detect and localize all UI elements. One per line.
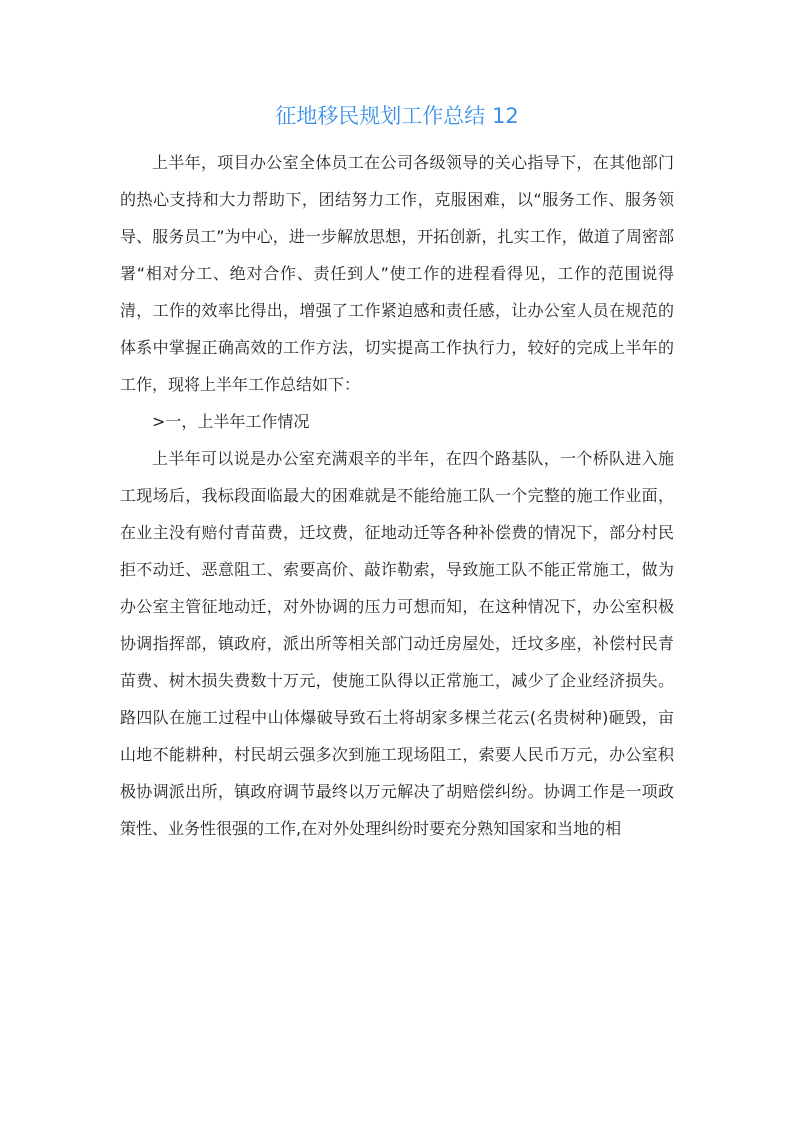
section-heading: >一，上半年工作情况 <box>152 412 310 431</box>
body-paragraph: 上半年可以说是办公室充满艰辛的半年，在四个路基队，一个桥队进入施工现场后，我标段面临最大的困难就是不能给施工队一个完整的施工作业面，在业主没有赔付青苗费，迁坟费，征地动迁等各种补偿费的情况下，部分村民拒不动迁、恶意阻工、索要高价、敲诈勒索，导致施工队不能正常施工，做为办公室主管征地动迁，对外协调的压力可想而知，在这种情况下，办公室积极协调指挥部，镇政府，派出所等相关部门动迁房屋处，迁坟多座，补偿村民青苗费、树木损失费数十万元，使施工队得以正常施工，减少了企业经济损失。路四队在施工过程中山体爆破导致石土将胡家多棵兰花云(名贵树种)砸毁，亩山地不能耕种，村民胡云强多次到施工现场阻工，索要人民币万元，办公室积极协调派出所，镇政府调节最终以万元解决了胡赔偿纠纷。协调工作是一项政策性、业务性很强的工作,在对外处理纠纷时要充分熟知国家和当地的相 <box>120 449 674 838</box>
document-title: 征地移民规划工作总结 12 <box>275 104 519 128</box>
intro-paragraph: 上半年，项目办公室全体员工在公司各级领导的关心指导下，在其他部门的热心支持和大力帮助下，团结努力工作，克服困难，以“服务工作、服务领导、服务员工”为中心，进一步解放思想，开拓创新，扎实工作，做道了周密部署“相对分工、绝对合作、责任到人”使工作的进程看得见，工作的范围说得清，工作的效率比得出，增强了工作紧迫感和责任感，让办公室人员在规范的体系中掌握正确高效的工作方法，切实提高工作执行力，较好的完成上半年的工作，现将上半年工作总结如下： <box>120 153 674 394</box>
